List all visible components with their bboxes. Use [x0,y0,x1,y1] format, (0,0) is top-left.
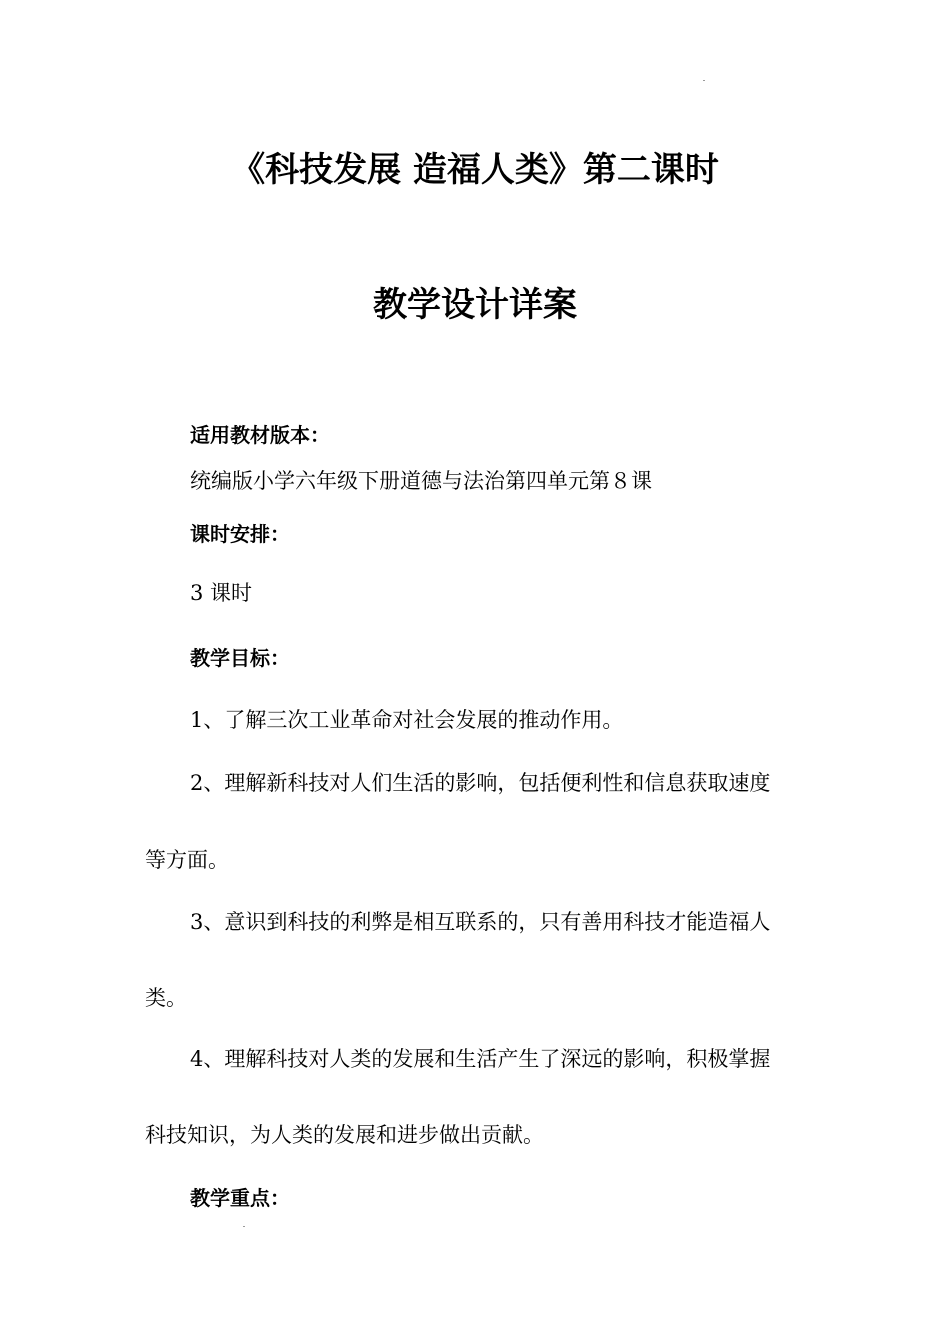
schedule-label: 课时安排： [190,522,290,546]
textbook-label: 适用教材版本： [190,423,330,447]
objective-item: 4、理解科技对人类的发展和生活产生了深远的影响，积极掌握 [190,1047,771,1071]
objectives-label: 教学目标： [190,646,290,670]
document-title-line2: 教学设计详案 [373,285,577,325]
objective-item: 3、意识到科技的利弊是相互联系的，只有善用科技才能造福人 [190,910,771,934]
scan-speck [243,1226,245,1227]
textbook-value: 统编版小学六年级下册道德与法治第四单元第８课 [190,469,652,493]
key-points-label: 教学重点： [190,1186,290,1210]
objective-item-continuation: 等方面。 [145,848,229,872]
objective-item: 1、了解三次工业革命对社会发展的推动作用。 [190,708,624,732]
objective-item: 2、理解新科技对人们生活的影响，包括便利性和信息获取速度 [190,771,771,795]
scan-speck [703,80,705,81]
schedule-value: 3 课时 [190,581,253,605]
objective-item-continuation: 类。 [145,986,187,1010]
objective-item-continuation: 科技知识，为人类的发展和进步做出贡献。 [145,1123,544,1147]
document-title-line1: 《科技发展 造福人类》第二课时 [231,150,719,190]
